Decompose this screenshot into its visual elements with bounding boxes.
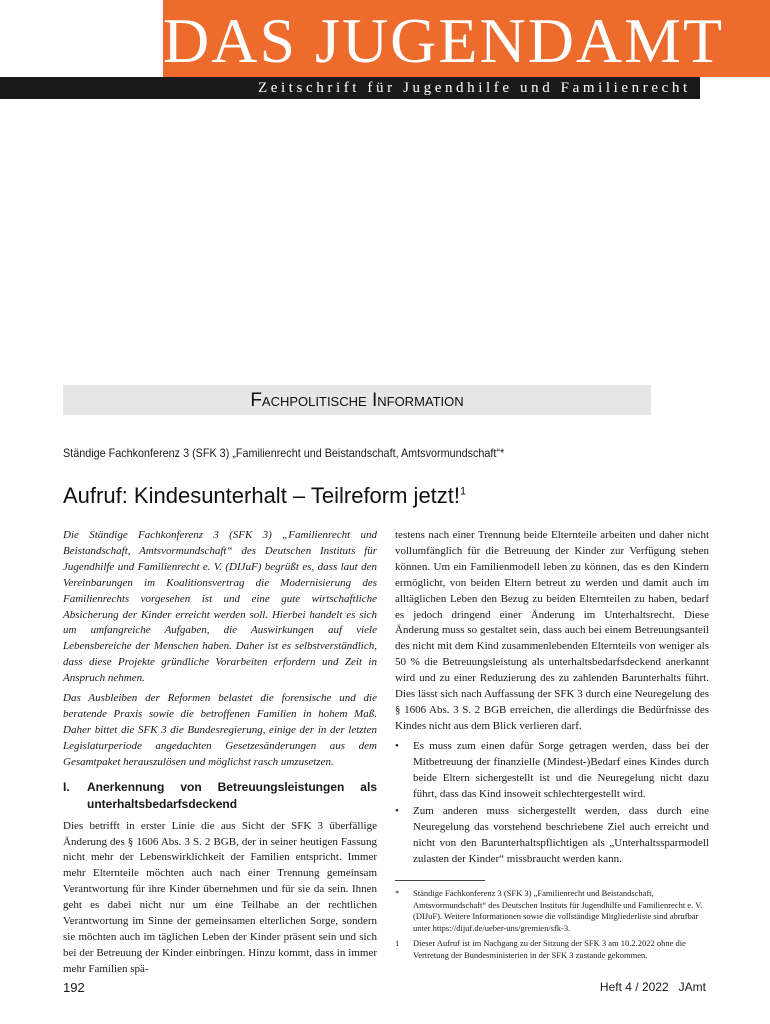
section-heading-text: Anerkennung von Betreuungsleistungen als unterhaltsbedarfsdeckend	[87, 779, 377, 811]
footnote	[395, 938, 709, 961]
footnote	[395, 888, 709, 934]
masthead-subtitle: Zeitschrift für Jugendhilfe und Familienrecht	[258, 80, 691, 96]
bullet-list	[395, 739, 709, 868]
bullet-icon: •	[395, 805, 399, 818]
section-title: Fachpolitische Information	[250, 390, 464, 411]
left-column	[63, 528, 377, 982]
masthead-title: DAS JUGENDAMT	[163, 5, 725, 76]
article-headline	[63, 483, 466, 509]
headline-text: Aufruf: Kindesunterhalt – Teilreform jetzt!	[63, 483, 461, 508]
list-item	[395, 739, 709, 803]
body-paragraph-left: Dies betrifft in erster Linie die aus Sicht der SFK 3 überfällige Änderung des § 1606 Abs. 3 S. 2 BGB, der in seiner heutigen Fassung nicht mehr der Lebenswirklichkeit der Familien entspricht. Immer mehr Elternteile möchten auch nach einer Trennung gemeinsam Verantwortung für ihre Kinder übernehmen und für sie da sein. Ihnen geht es dabei nicht nur um eine Teilhabe an der rechtlichen Verantwortung im Sinne der gemeinsamen elterlichen Sorge, sondern sie möchten auch im täglichen Leben der Kinder präsent sein und sich bei der Betreuung der Kinder einbringen. Hinzu kommt, dass in immer mehr Familien spä-	[63, 819, 377, 975]
journal-abbrev: JAmt	[678, 980, 706, 994]
footnote-text: Dieser Aufruf ist im Nachgang zu der Sitzung der SFK 3 am 10.2.2022 ohne die Vertretung der Bundesministerien in der SFK 3 zustande gekommen.	[413, 938, 686, 960]
footnotes	[395, 888, 709, 966]
lead-paragraph-2: Das Ausbleiben der Reformen belastet die forensische und die beratende Praxis sowie die betroffenen Familien in hohem Maß. Daher bittet die SFK 3 die Bundesregierung, einige der in der letzten Legislaturperiode angedachten Gesetzesänderungen aus dem Gesamtpaket herauszulösen und möglichst rasch umzusetzen.	[63, 692, 377, 768]
list-item	[395, 804, 709, 868]
footnote-mark: *	[395, 888, 400, 898]
headline-footnote-ref: 1	[460, 485, 467, 498]
list-item-text: Zum anderen muss sichergestellt werden, dass durch eine Neuregelung das vorstehend beschriebene Ziel auch erreicht und nicht von den Barunterhaltspflichtigen als „Unterhaltssparmodell zulasten der Kinder“ missbraucht werden kann.	[413, 805, 709, 866]
footer-issue	[556, 980, 706, 994]
byline: Ständige Fachkonferenz 3 (SFK 3) „Familienrecht und Beistandschaft, Amtsvormundschaft“*	[63, 446, 505, 460]
page-number: 192	[63, 980, 85, 995]
lead-paragraph-1: Die Ständige Fachkonferenz 3 (SFK 3) „Familienrecht und Beistandschaft, Amtsvormundschaft“ des Deutschen Instituts für Jugendhilfe und Familienrecht e. V. (DIJuF) begrüßt es, dass laut den Vereinbarungen im Koalitionsvertrag die Modernisierung des Familienrechts vorgesehen ist und eine gute wirtschaftliche Absicherung der Kinder erreicht werden soll. Hierbei handelt es sich um umfangreiche Aufgaben, die Auswirkungen auf viele Lebensbereiche der Menschen haben. Daher ist es selbstverständlich, dass diese Projekte gründliche Vorarbeiten erfordern und Zeit in Anspruch nehmen.	[63, 529, 377, 685]
bullet-icon: •	[395, 739, 399, 752]
issue-label: Heft 4 / 2022	[599, 980, 669, 994]
footnote-text: Ständige Fachkonferenz 3 (SFK 3) „Familienrecht und Beistandschaft, Amtsvormundschaft“ des Deutschen Instituts für Jugendhilfe und Familienrecht e. V. (DIJuF). Weitere Informationen sowie die vollständige Mitgliederliste sind abrufbar unter https://dijuf.de/ueber-uns/gremien/sfk-3.	[413, 888, 703, 933]
list-item-text: Es muss zum einen dafür Sorge getragen werden, dass bei der Mitbetreuung der finanzielle (Mindest-)Bedarf eines Kindes durch beide Eltern sichergestellt ist und die Neuregelung nicht dazu führt, dass das Kind insoweit schlechtergestellt wird.	[413, 739, 709, 800]
footnote-divider	[395, 880, 485, 881]
section-heading-number: I.	[63, 779, 70, 794]
footnote-mark: 1	[395, 938, 400, 949]
right-column	[395, 528, 709, 874]
section-heading	[63, 779, 377, 813]
body-paragraph-right: testens nach einer Trennung beide Elternteile arbeiten und daher nicht vollumfänglich für die Betreuung der Kinder zur Verfügung stehen können. Um ein Familienmodell leben zu können, das es den Kindern ermöglicht, von beiden Eltern betreut zu werden und damit auch im alltäglichen Leben den Bezug zu beiden Elternteilen zu haben, bedarf es jedoch dringend einer Änderung im Unterhaltsrecht. Diese Änderung muss so gestaltet sein, dass auch bei einem Betreuungsanteil des nicht mit dem Kind zusammenlebenden Elternteils von weniger als 50 % die Betreuungsleistung als unterhaltsbedarfsdeckend anerkannt wird und zu einer Reduzierung des zu zahlenden Barunterhalts führt. Dies lässt sich nach Auffassung der SFK 3 durch eine Neuregelung des § 1606 Abs. 3 S. 2 BGB erreichen, die allerdings die Bedürfnisse des Kindes nicht aus dem Blick verlieren darf.	[395, 529, 709, 732]
